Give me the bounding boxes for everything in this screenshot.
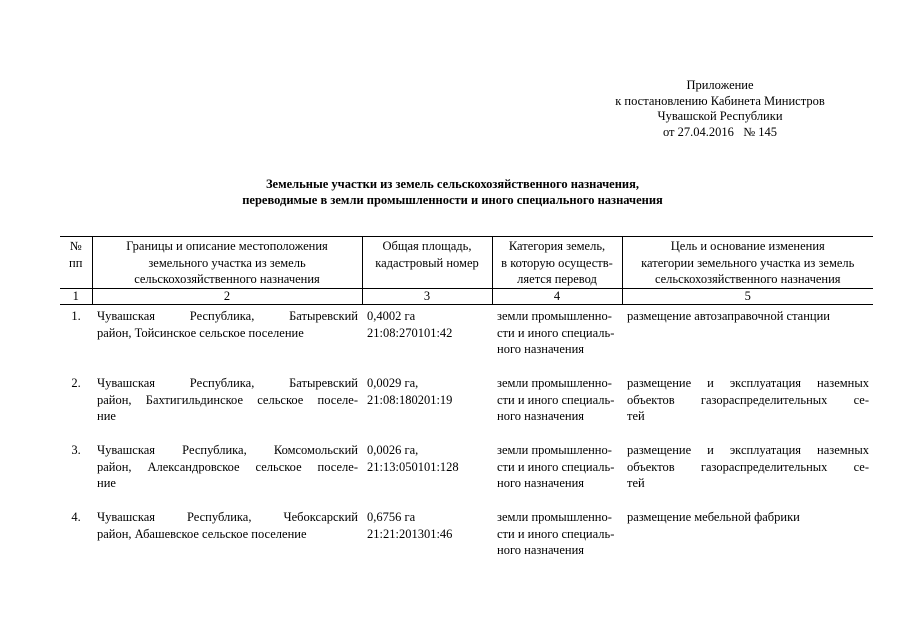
land-plots-table	[60, 236, 873, 573]
row-purpose	[622, 305, 873, 373]
appendix-date-number: от 27.04.2016 № 145	[662, 124, 778, 139]
row-purpose-line: тей	[627, 476, 645, 490]
row-area-cadastral-line: 0,0026 га,	[367, 443, 419, 457]
row-area-cadastral-line: 0,6756 га	[367, 510, 416, 524]
row-purpose	[622, 439, 873, 506]
table-row	[60, 506, 873, 573]
row-area-cadastral-line: 0,0029 га,	[367, 376, 419, 390]
header-category	[492, 237, 622, 289]
row-category-line: земли промышленно-	[497, 443, 612, 457]
row-area-cadastral	[362, 439, 492, 506]
row-area-cadastral	[362, 506, 492, 573]
row-area-cadastral-line: 21:13:050101:128	[367, 459, 459, 474]
row-category	[492, 372, 622, 439]
row-purpose-line: тей	[627, 409, 645, 423]
row-bounds-line: ние	[97, 409, 116, 423]
row-category-line: земли промышленно-	[497, 376, 612, 390]
header-category-line: ляется перевод	[517, 272, 597, 286]
row-purpose-line: размещение мебельной фабрики	[627, 510, 800, 524]
column-number-row	[60, 289, 873, 305]
row-category	[492, 305, 622, 373]
row-category	[492, 439, 622, 506]
row-bounds-line: Чувашская Республика, Комсомольский	[97, 443, 358, 457]
row-purpose-line: объектов газораспределительных се-	[627, 392, 869, 407]
document-title-line-2: переводимые в земли промышленности и иного специального назначения	[242, 193, 663, 207]
appendix-block	[560, 78, 880, 140]
table-body	[60, 305, 873, 574]
header-category-line: Категория земель,	[508, 239, 606, 253]
column-number: 3	[362, 289, 492, 305]
table-header-row	[60, 237, 873, 289]
row-category-line: сти и иного специаль-	[497, 392, 615, 407]
row-bounds	[92, 506, 362, 573]
appendix-decree: к постановлению Кабинета Министров	[615, 93, 825, 108]
row-area-cadastral	[362, 305, 492, 373]
row-category-line: ного назначения	[497, 476, 585, 490]
row-category-line: сти и иного специаль-	[497, 325, 615, 340]
appendix-republic: Чувашской Республики	[657, 109, 783, 123]
row-bounds-line: район, Александровское сельское поселе-	[97, 459, 358, 474]
header-purpose	[622, 237, 873, 289]
header-num-line: пп	[69, 255, 83, 270]
column-number: 2	[92, 289, 362, 305]
row-area-cadastral-line: 0,4002 га	[367, 309, 416, 323]
column-number: 5	[622, 289, 873, 305]
row-category-line: земли промышленно-	[497, 309, 612, 323]
row-bounds-line: Чувашская Республика, Батыревский	[97, 309, 358, 323]
row-area-cadastral-line: 21:08:180201:19	[367, 392, 453, 407]
row-number: 2.	[71, 376, 81, 390]
row-area-cadastral-line: 21:08:270101:42	[367, 325, 453, 340]
header-purpose-line: сельскохозяйственного назначения	[654, 272, 841, 286]
row-purpose-line: размещение автозаправочной станции	[627, 309, 830, 323]
table-row	[60, 439, 873, 506]
row-category-line: сти и иного специаль-	[497, 459, 615, 474]
row-category-line: сти и иного специаль-	[497, 526, 615, 541]
row-bounds-line: район, Бахтигильдинское сельское поселе-	[97, 392, 358, 407]
row-bounds	[92, 439, 362, 506]
row-number: 3.	[71, 443, 81, 457]
header-area-line: кадастровый номер	[375, 255, 479, 270]
table-row	[60, 372, 873, 439]
row-purpose	[622, 372, 873, 439]
header-bounds-line: Границы и описание местоположения	[126, 239, 328, 253]
document-title	[60, 176, 845, 208]
row-bounds	[92, 305, 362, 373]
document-title-line-1: Земельные участки из земель сельскохозяйственного назначения,	[265, 177, 640, 191]
row-category-line: ного назначения	[497, 543, 585, 557]
header-area-line: Общая площадь,	[382, 239, 472, 253]
header-category-line: в которую осуществ-	[501, 255, 613, 270]
row-category-line: ного назначения	[497, 409, 585, 423]
row-purpose-line: размещение и эксплуатация наземных	[627, 376, 869, 390]
column-number: 1	[60, 289, 92, 305]
row-area-cadastral	[362, 372, 492, 439]
header-area	[362, 237, 492, 289]
row-bounds-line: район, Абашевское сельское поселение	[97, 526, 307, 541]
row-area-cadastral-line: 21:21:201301:46	[367, 526, 453, 541]
row-number: 1.	[71, 309, 81, 323]
row-bounds	[92, 372, 362, 439]
header-purpose-line: Цель и основание изменения	[670, 239, 825, 253]
row-number: 4.	[71, 510, 81, 524]
appendix-label: Приложение	[686, 78, 754, 92]
header-bounds-line: сельскохозяйственного назначения	[134, 272, 320, 286]
row-bounds-line: ние	[97, 476, 116, 490]
header-bounds-line: земельного участка из земель	[148, 255, 306, 270]
row-bounds-line: район, Тойсинское сельское поселение	[97, 325, 304, 340]
row-category	[492, 506, 622, 573]
row-category-line: ного назначения	[497, 342, 585, 356]
header-num	[60, 237, 92, 289]
row-category-line: земли промышленно-	[497, 510, 612, 524]
row-bounds-line: Чувашская Республика, Чебоксарский	[97, 510, 358, 524]
header-bounds	[92, 237, 362, 289]
row-purpose-line: объектов газораспределительных се-	[627, 459, 869, 474]
table-row	[60, 305, 873, 373]
row-purpose-line: размещение и эксплуатация наземных	[627, 443, 869, 457]
header-purpose-line: категории земельного участка из земель	[641, 255, 855, 270]
row-bounds-line: Чувашская Республика, Батыревский	[97, 376, 358, 390]
column-number: 4	[492, 289, 622, 305]
header-num-line: №	[69, 239, 82, 253]
row-purpose	[622, 506, 873, 573]
